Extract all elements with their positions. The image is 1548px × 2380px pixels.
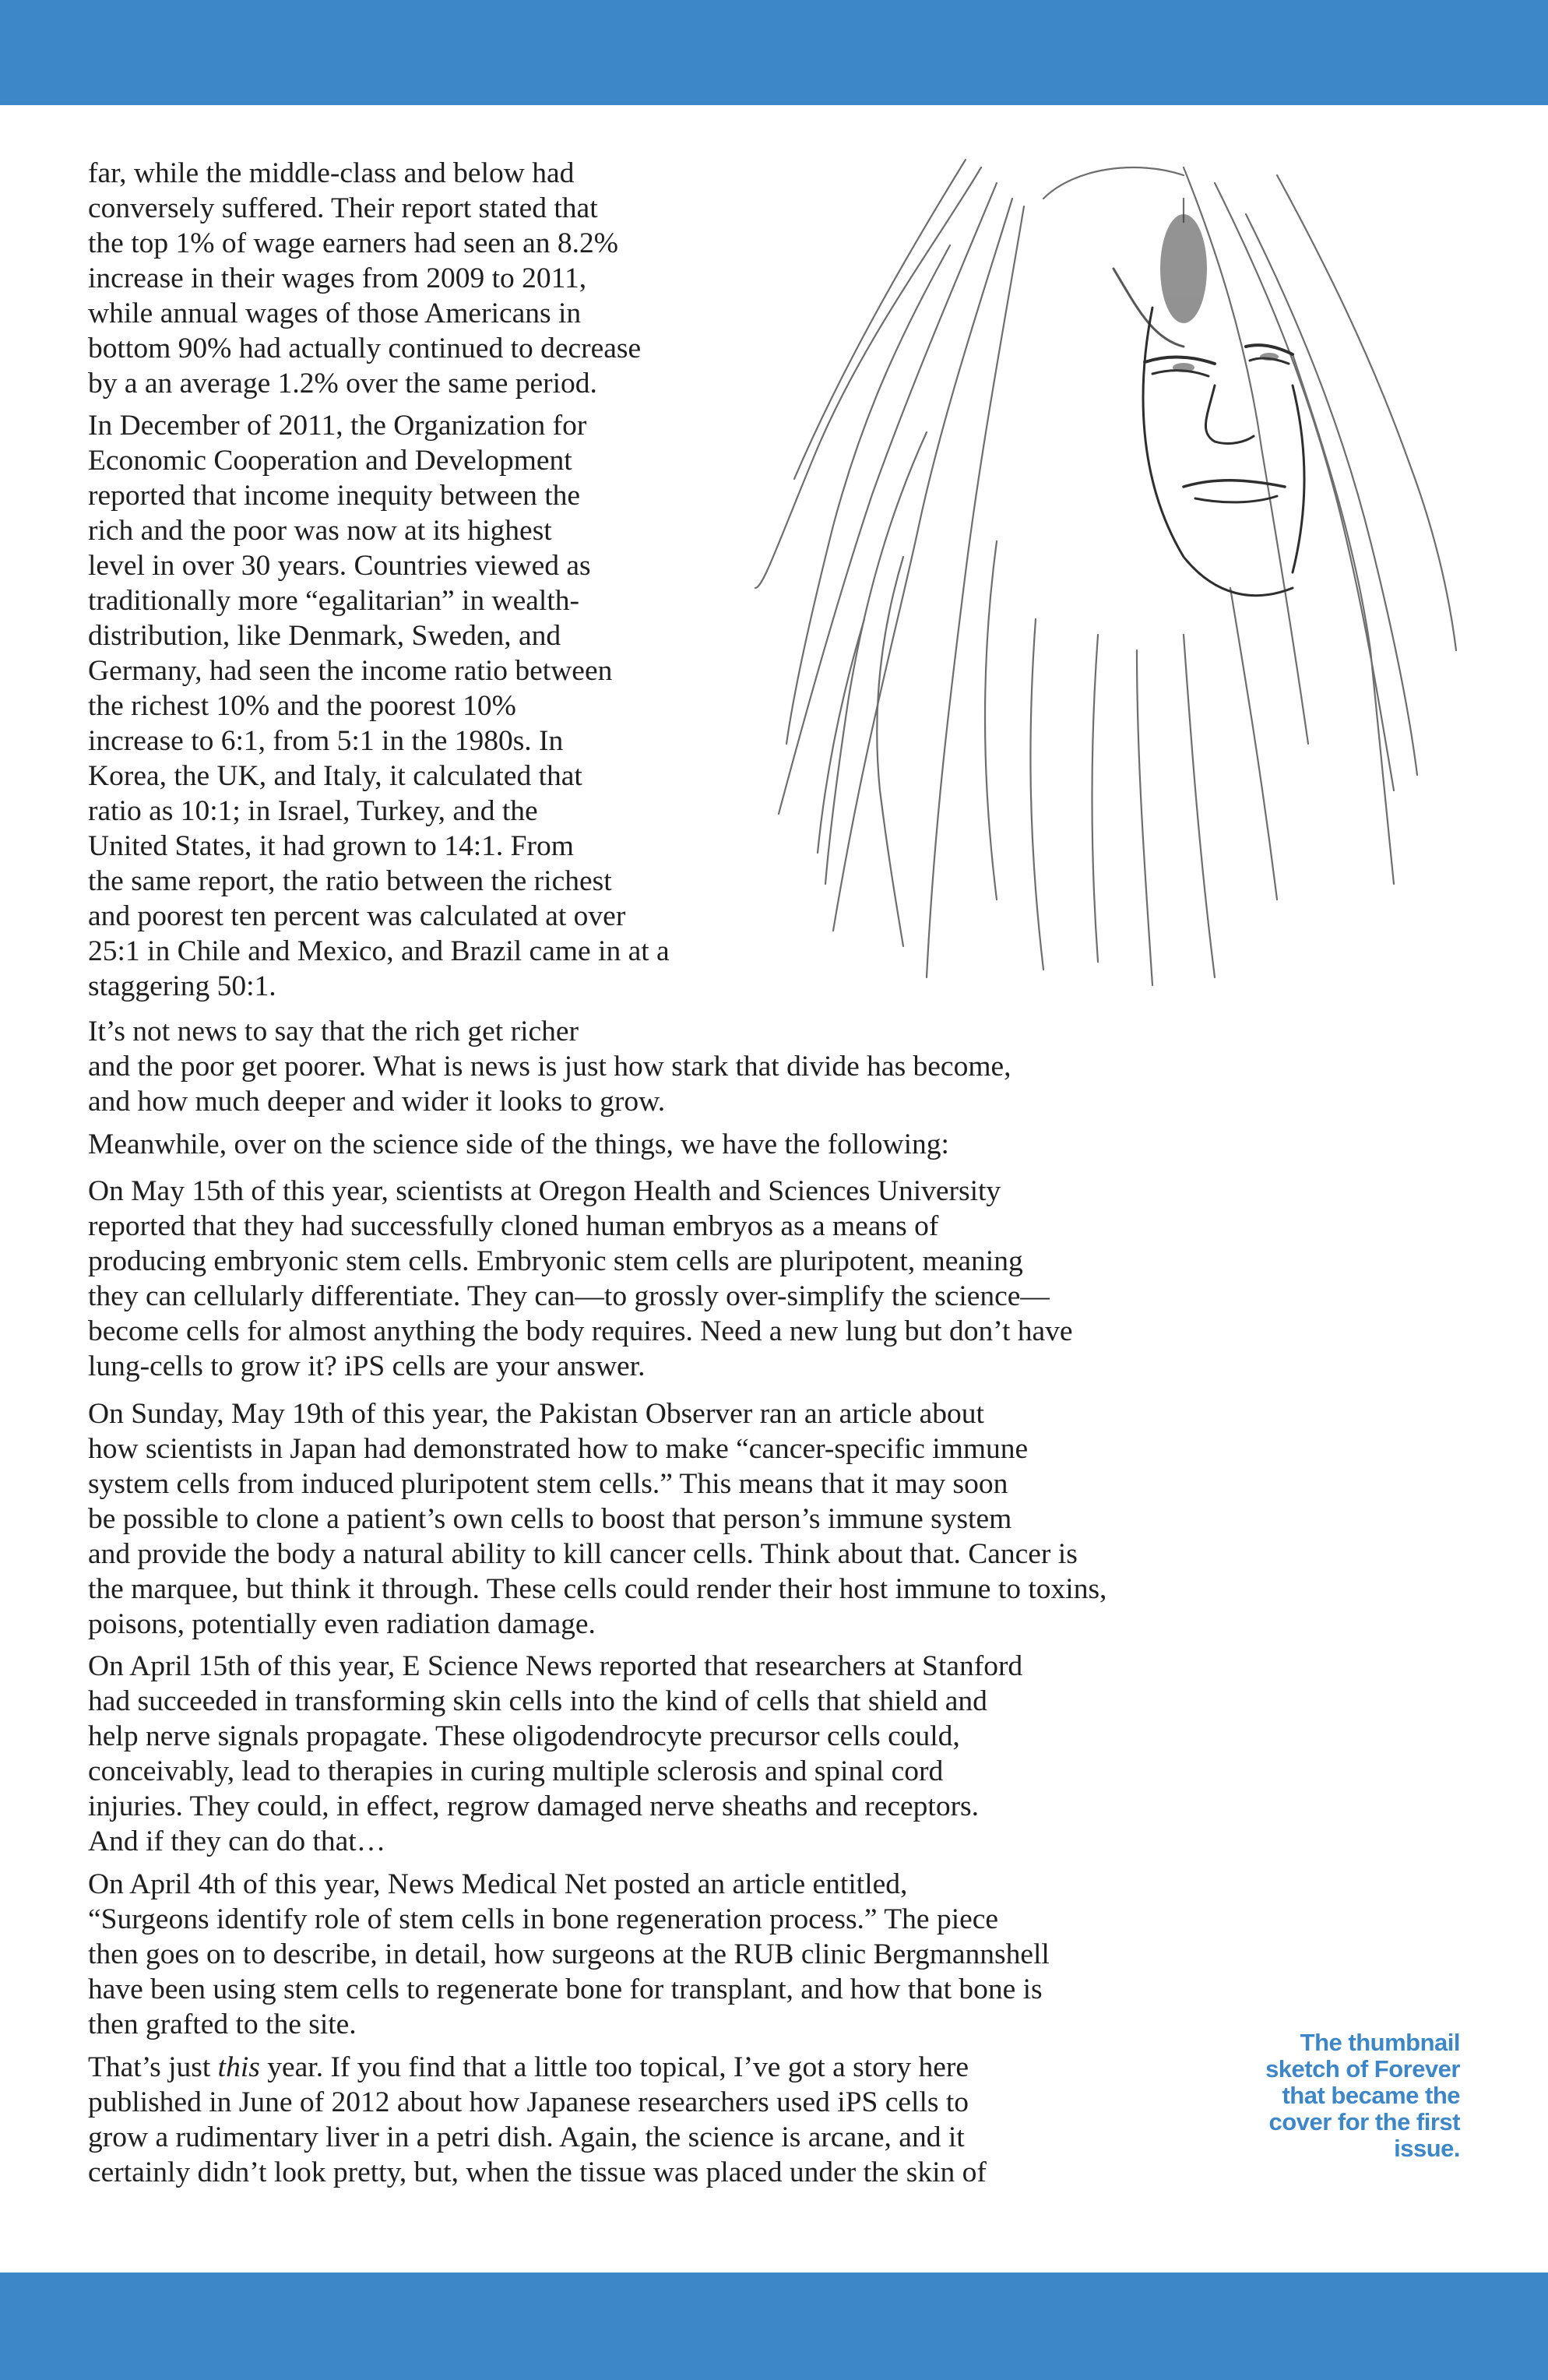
text-line: the richest 10% and the poorest 10% (88, 690, 516, 722)
text-line: far, while the middle-class and below had (88, 157, 575, 189)
text-line (88, 2050, 987, 2085)
text-line: staggering 50:1. (88, 970, 276, 1002)
text-line: “Surgeons identify role of stem cells in bone regeneration process.” The piece (88, 1903, 999, 1935)
text-line: Meanwhile, over on the science side of the things, we have the following: (88, 1128, 949, 1160)
text-line: poisons, potentially even radiation damage. (88, 1608, 596, 1640)
text-line: conversely suffered. Their report stated that (88, 192, 598, 224)
paragraph-oecd-report (88, 408, 670, 1004)
text-line: help nerve signals propagate. These oligodendrocyte precursor cells could, (88, 1720, 960, 1752)
caption-line: The thumbnail (1300, 2029, 1460, 2056)
paragraph-ohsu-cloning (88, 1174, 1073, 1384)
paragraph-stanford (88, 1649, 1022, 1859)
text-line: published in June of 2012 about how Japanese researchers used iPS cells to (88, 2086, 969, 2118)
text-line: On April 15th of this year, E Science News reported that researchers at Stanford (88, 1650, 1023, 1682)
text-line: become cells for almost anything the body requires. Need a new lung but don’t have (88, 1315, 1073, 1347)
top-color-band (0, 0, 1548, 105)
text-line: they can cellularly differentiate. They can—to grossly over-simplify the science— (88, 1280, 1050, 1312)
text-line: how scientists in Japan had demonstrated how to make “cancer-specific immune (88, 1433, 1029, 1465)
text-line: the same report, the ratio between the richest (88, 865, 612, 897)
paragraph-this-year (88, 2050, 987, 2190)
text-line: On Sunday, May 19th of this year, the Pakistan Observer ran an article about (88, 1398, 984, 1430)
text-line: On April 4th of this year, News Medical Net posted an article entitled, (88, 1868, 908, 1900)
text-line: by a an average 1.2% over the same period. (88, 368, 597, 400)
text-line: distribution, like Denmark, Sweden, and (88, 620, 561, 652)
text-line: and the poor get poorer. What is news is just how stark that divide has become, (88, 1051, 1011, 1083)
text-line: producing embryonic stem cells. Embryonic stem cells are pluripotent, meaning (88, 1245, 1023, 1277)
text-line: injuries. They could, in effect, regrow damaged nerve sheaths and receptors. (88, 1790, 980, 1822)
text-line: conceivably, lead to therapies in curing multiple sclerosis and spinal cord (88, 1755, 944, 1787)
text-line: and poorest ten percent was calculated at over (88, 900, 626, 932)
text-line: then goes on to describe, in detail, how surgeons at the RUB clinic Bergmannshell (88, 1938, 1050, 1970)
text-line: United States, it had grown to 14:1. From (88, 830, 574, 862)
text-line: reported that income inequity between the (88, 480, 581, 512)
text-line: ratio as 10:1; in Israel, Turkey, and the (88, 795, 538, 827)
text-line: level in over 30 years. Countries viewed as (88, 550, 591, 582)
paragraph-pakistan-observer (88, 1396, 1106, 1642)
text-line: while annual wages of those Americans in (88, 298, 582, 329)
text-run: year. If you find that a little too topical, I’ve got a story here (267, 2051, 969, 2083)
text-line: traditionally more “egalitarian” in wealth- (88, 585, 579, 617)
text-line: the top 1% of wage earners had seen an 8.2% (88, 227, 618, 259)
text-line: In December of 2011, the Organization for (88, 410, 587, 442)
text-line: And if they can do that… (88, 1825, 386, 1857)
text-line: rich and the poor was now at its highest (88, 515, 552, 547)
text-line: On May 15th of this year, scientists at Oregon Health and Sciences University (88, 1175, 1001, 1207)
text-line: the marquee, but think it through. These cells could render their host immune to toxins, (88, 1573, 1107, 1605)
paragraph-news-medical-net (88, 1867, 1050, 2042)
text-line: grow a rudimentary liver in a petri dish. Again, the science is arcane, and it (88, 2121, 965, 2153)
text-line: increase to 6:1, from 5:1 in the 1980s. In (88, 725, 564, 757)
pencil-sketch-illustration (748, 152, 1472, 1001)
text-line: have been using stem cells to regenerate bone for transplant, and how that bone is (88, 1973, 1043, 2005)
text-line: be possible to clone a patient’s own cells to boost that person’s immune system (88, 1503, 1012, 1535)
text-line: Economic Cooperation and Development (88, 445, 572, 477)
paragraph-science-intro (88, 1127, 949, 1162)
caption-line: sketch of Forever (1265, 2055, 1460, 2082)
text-line: certainly didn’t look pretty, but, when the tissue was placed under the skin of (88, 2156, 987, 2188)
text-line: and provide the body a natural ability to kill cancer cells. Think about that. Cancer is (88, 1538, 1078, 1570)
text-line: had succeeded in transforming skin cells into the kind of cells that shield and (88, 1685, 987, 1717)
text-line: It’s not news to say that the rich get richer (88, 1016, 579, 1047)
text-line: bottom 90% had actually continued to decrease (88, 333, 642, 364)
paragraph-wage-report (88, 156, 641, 401)
caption-line: issue. (1394, 2135, 1460, 2162)
image-caption (1226, 2030, 1460, 2162)
caption-line: cover for the first (1268, 2108, 1460, 2135)
text-line: increase in their wages from 2009 to 2011, (88, 262, 587, 294)
text-line: then grafted to the site. (88, 2009, 357, 2040)
text-line: Germany, had seen the income ratio between (88, 655, 613, 687)
text-line: reported that they had successfully cloned human embryos as a means of (88, 1210, 939, 1242)
text-line: and how much deeper and wider it looks to grow. (88, 1086, 666, 1118)
bottom-color-band (0, 2273, 1548, 2380)
text-line: lung-cells to grow it? iPS cells are your answer. (88, 1350, 646, 1382)
caption-line: that became the (1282, 2082, 1460, 2109)
text-line: system cells from induced pluripotent stem cells.” This means that it may soon (88, 1468, 1008, 1500)
text-run: That’s just (88, 2051, 218, 2083)
text-line: 25:1 in Chile and Mexico, and Brazil came in at a (88, 935, 670, 967)
emphasis-text: this (217, 2051, 260, 2083)
text-line: Korea, the UK, and Italy, it calculated that (88, 760, 582, 792)
paragraph-rich-poor (88, 1014, 1011, 1119)
